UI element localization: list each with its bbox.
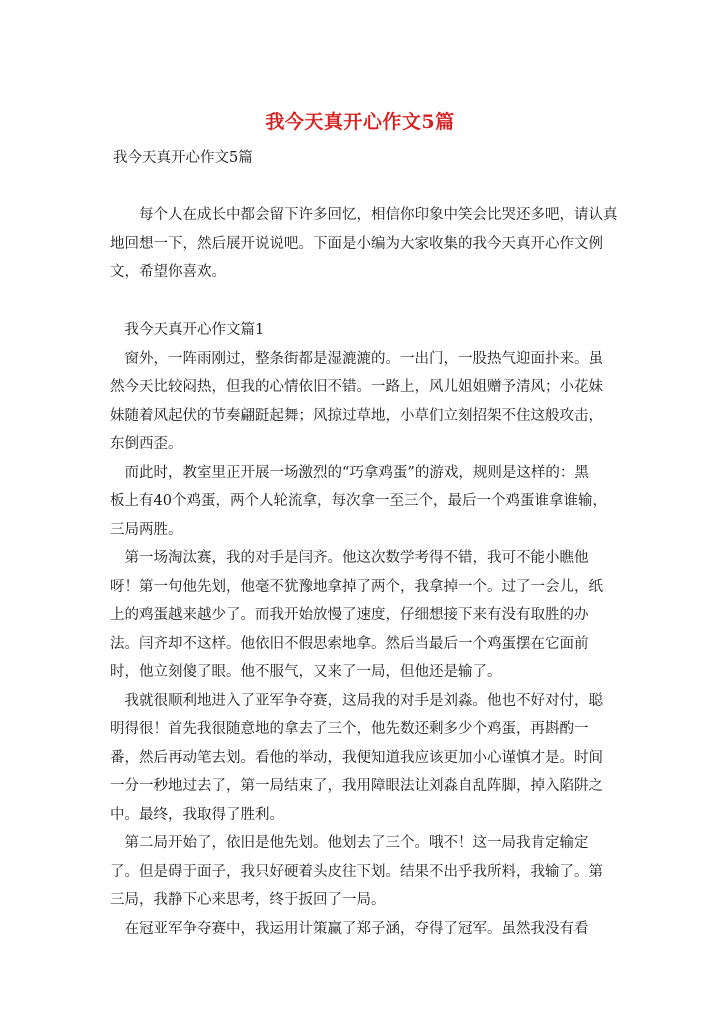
text-line: 东倒西歪。 [110, 436, 183, 452]
text-line: 一分一秒地过去了，第一局结束了，我用障眼法让刘淼自乱阵脚，掉入陷阱之 [110, 778, 603, 794]
intro-line: 文，希望你喜欢。 [110, 264, 226, 280]
text-line: 板上有40个鸡蛋，两个人轮流拿，每次拿一至三个，最后一个鸡蛋谁拿谁输， [110, 493, 607, 509]
text-line: 在冠亚军争夺赛中，我运用计策赢了郑子涵，夺得了冠军。虽然我没有看 [110, 920, 589, 937]
intro-paragraph [110, 201, 618, 287]
text-line: 而此时，教室里正开展一场激烈的“巧拿鸡蛋”的游戏，规则是这样的：黑 [110, 464, 589, 481]
intro-line: 每个人在成长中都会留下许多回忆，相信你印象中笑会比哭还多吧，请认真 [110, 207, 618, 223]
text-line: 我就很顺利地进入了亚军争夺赛，这局我的对手是刘淼。他也不好对付，聪 [110, 692, 603, 709]
text-line: 妹随着风起伏的节奏翩跹起舞；风掠过草地，小草们立刻招架不住这般攻击， [110, 407, 603, 424]
text-line: 上的鸡蛋越来越少了。而我开始放慢了速度，仔细想接下来有没有取胜的办 [110, 607, 589, 623]
text-line: 番，然后再动笔去划。看他的举动，我便知道我应该更加小心谨慎才是。时间 [110, 749, 603, 766]
text-line: 明得很！首先我很随意地的拿去了三个，他先数还剩多少个鸡蛋，再斟酌一 [110, 721, 589, 737]
text-line: 三局两胜。 [110, 521, 183, 538]
text-line: 第一场淘汰赛，我的对手是闫齐。他这次数学考得不错，我可不能小瞧他 [110, 550, 589, 566]
text-line: 中。最终，我取得了胜利。 [110, 806, 284, 823]
section-heading: 我今天真开心作文篇1 [110, 322, 265, 338]
text-line: 呀！第一句他先划，他毫不犹豫地拿掉了两个，我拿掉一个。过了一会儿，纸 [110, 578, 603, 595]
document-title: 我今天真开心作文5篇 [265, 111, 455, 133]
text-line: 第二局开始了，依旧是他先划。他划去了三个。哦不！这一局我肯定输定 [110, 835, 589, 851]
text-line: 然今天比较闷热，但我的心情依旧不错。一路上，风儿姐姐赠予清风；小花妹 [110, 379, 603, 395]
document-subtitle: 我今天真开心作文5篇 [113, 150, 253, 166]
text-line: 三局，我静下心来思考，终于扳回了一局。 [110, 892, 386, 908]
text-line: 时，他立刻傻了眼。他不服气，又来了一局，但他还是输了。 [110, 664, 502, 680]
text-line: 了。但是碍于面子，我只好硬着头皮往下划。结果不出乎我所料，我输了。第 [110, 863, 603, 880]
text-line: 窗外，一阵雨刚过，整条街都是湿漉漉的。一出门，一股热气迎面扑来。虽 [110, 350, 603, 367]
essay-section-1 [110, 316, 610, 943]
intro-line: 地回想一下，然后展开说说吧。下面是小编为大家收集的我今天真开心作文例 [110, 235, 603, 252]
text-line: 法。闫齐却不这样。他依旧不假思索地拿。然后当最后一个鸡蛋摆在它面前 [110, 635, 589, 652]
